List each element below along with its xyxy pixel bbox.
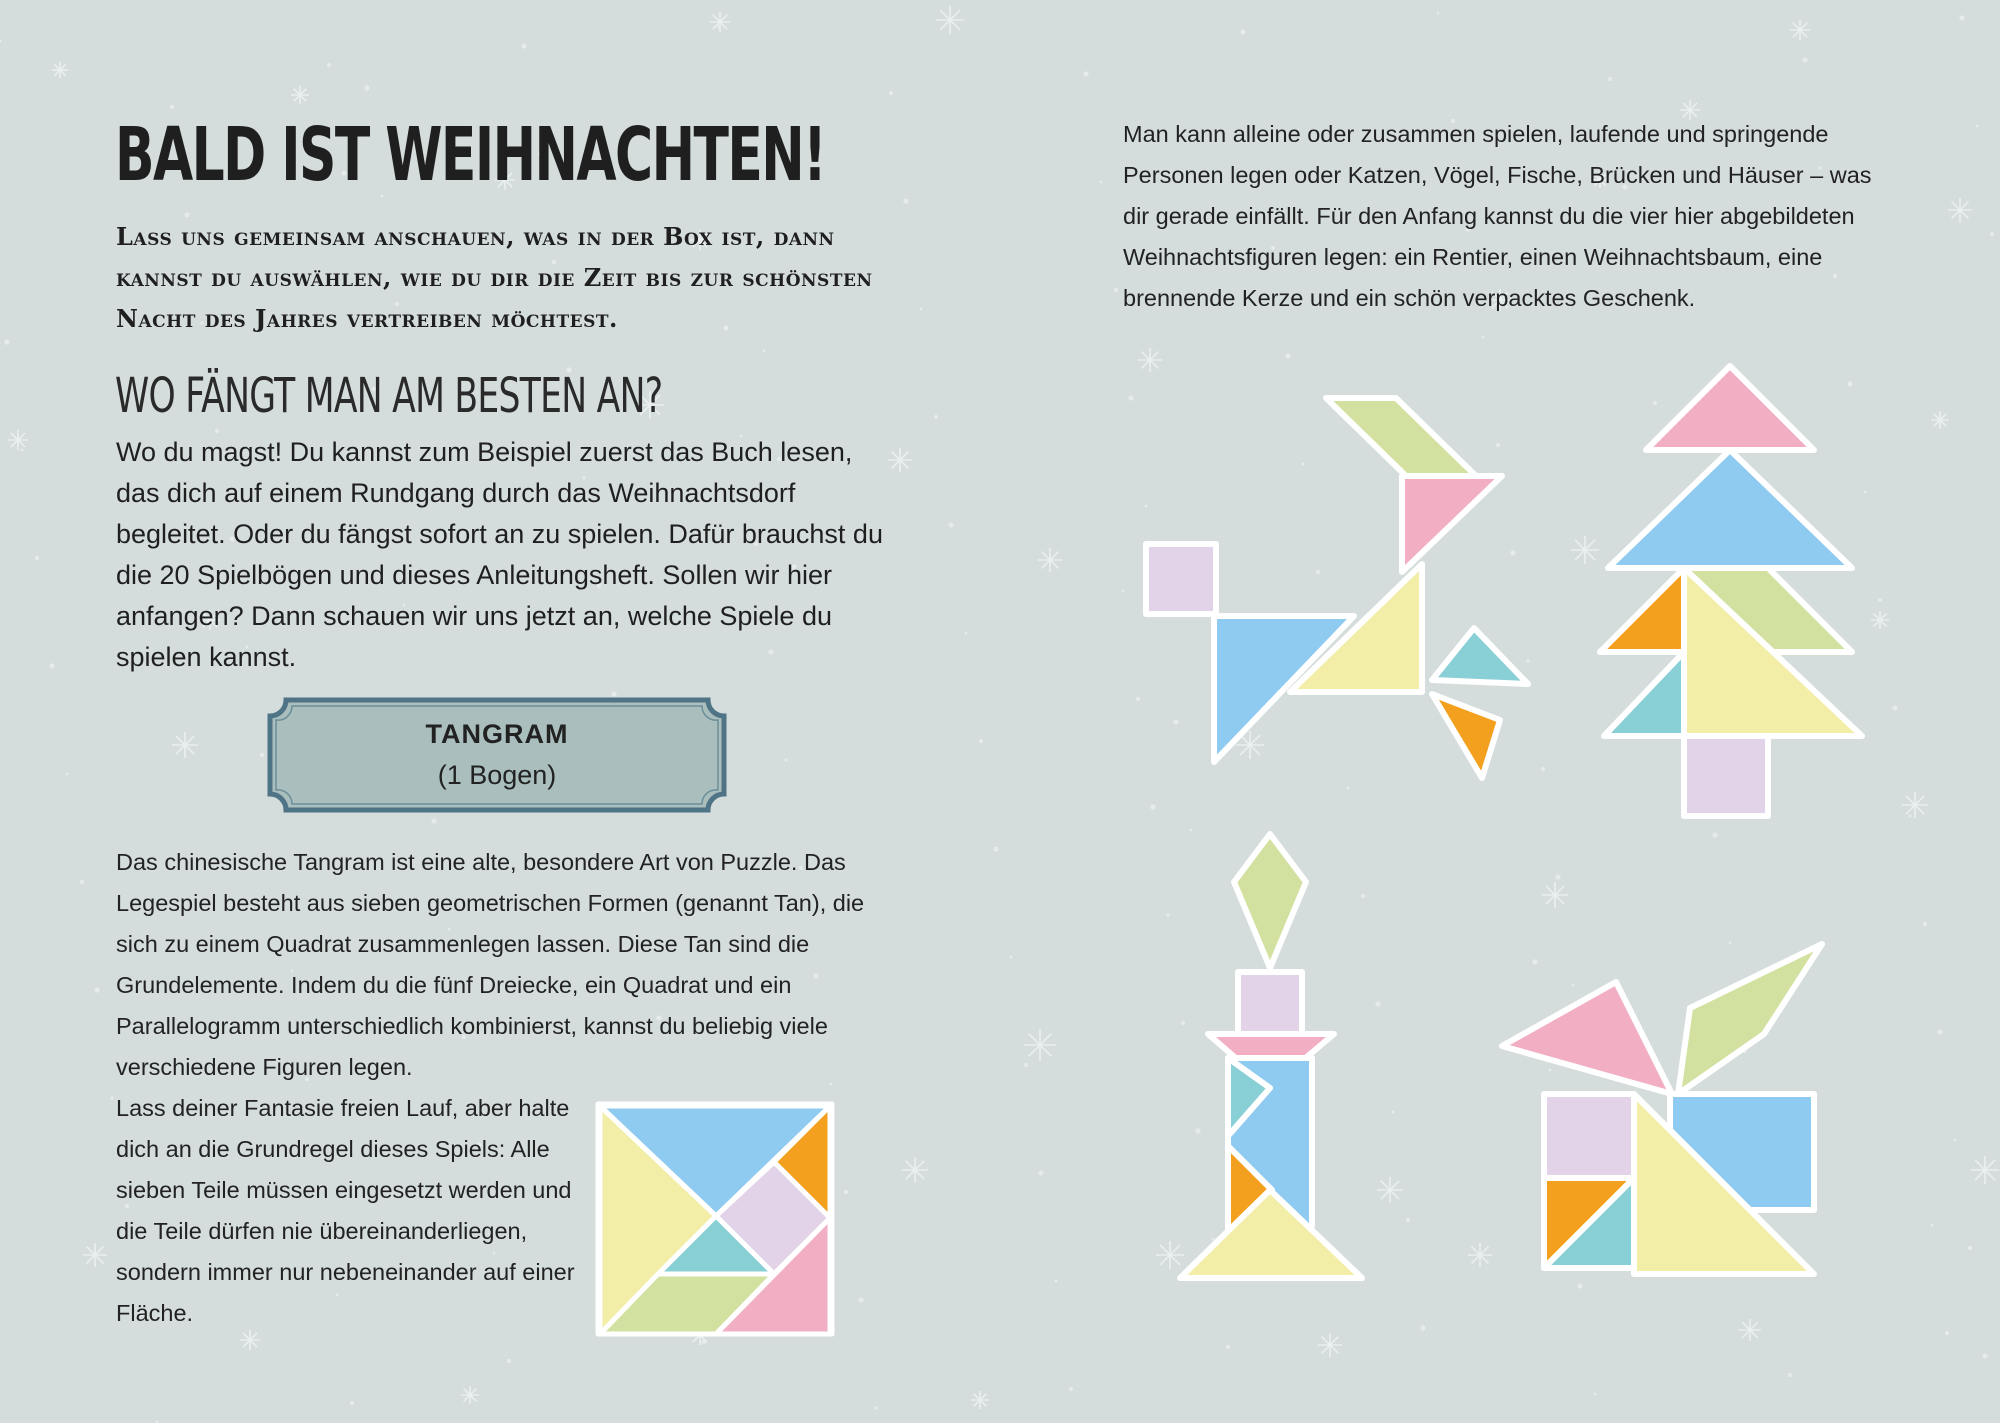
snow-dot [1240,29,1245,34]
snow-dot [1594,1393,1597,1396]
tangram-banner [258,694,736,816]
banner-title: TANGRAM [425,719,569,749]
snow-dot [1375,1001,1380,1006]
candle-figure [1172,826,1372,1286]
snow-dot [1024,1063,1028,1067]
snow-dot [507,1359,511,1363]
snow-dot [920,308,923,311]
snow-dot [431,818,436,823]
snow-dot [1608,77,1612,81]
snowflake-icon [902,1157,928,1183]
snow-dot [1167,914,1170,917]
snow-dot [0,40,2,43]
snow-dot [111,1097,114,1100]
snow-dot [1982,1353,1987,1358]
snow-dot [1083,71,1088,76]
snow-dot [889,91,893,95]
snow-dot [1555,874,1560,879]
snow-dot [934,415,938,419]
snow-dot [785,759,788,762]
snow-dot [858,1297,863,1302]
snowflake-icon [1902,792,1928,818]
snow-dot [80,880,84,884]
snow-dot [1959,15,1964,20]
snow-dot [521,43,526,48]
reindeer-square-lilac [1146,544,1216,614]
snowflake-icon [1931,411,1949,429]
snowflake-icon [1138,348,1162,372]
lead-paragraph: Lass uns gemeinsam anschauen, was in der Box ist, dann kannst du auswählen, wie du dir die Zeit bis zur schönsten Nacht des Jahres vertreiben möchtest. [116,222,873,333]
snow-dot [1541,767,1545,771]
figures-intro: Man kann alleine oder zusammen spielen, laufende und springende Personen legen oder Katzen, Vögel, Fische, Brücken und Häuser – was dir gerade einfällt. Für den Anfang kannst du die vier hier abgebildeten Weihnachtsfiguren legen: ein Rentier, einen Weihnachtsbaum, eine brennende Kerze und ein schön verpacktes Geschenk. [1123,121,1872,311]
snow-dot [903,198,908,203]
snow-dot [948,522,953,527]
snow-dot [1954,1139,1957,1142]
snow-dot [1577,1283,1582,1288]
snowflake-icon [1377,1177,1403,1203]
snow-dot [364,85,369,90]
snowflake-icon [1024,1029,1056,1061]
snow-dot [1976,125,1979,128]
snowflake-icon [172,732,198,758]
snow-dot [763,350,766,353]
snowflake-icon [936,6,964,34]
snow-dot [875,1407,878,1410]
snow-dot [1937,1029,1942,1034]
snowflake-icon [1038,548,1062,572]
snow-dot [1909,815,1912,818]
snow-dot [1055,1280,1058,1283]
snow-dot [1285,353,1290,358]
snowflake-icon [1948,198,1972,222]
candle-base-yellow [1180,1190,1362,1278]
snow-dot [1420,1325,1425,1330]
snowflake-icon [1468,1243,1492,1267]
reindeer-figure [1130,390,1540,790]
snowflake-icon [461,1386,479,1404]
snow-dot [94,987,99,992]
gift-bow-pink [1502,982,1672,1094]
tree-triangle-pink [1646,366,1814,450]
snow-dot [844,1190,848,1194]
banner-text [258,714,736,796]
snow-dot [1114,288,1118,292]
snowflake-icon [971,1391,989,1409]
snow-dot [1038,1170,1043,1175]
snow-dot [993,846,998,851]
gift-square-lilac [1544,1094,1634,1178]
snow-dot [1406,1218,1410,1222]
snow-dot [1010,956,1013,959]
reindeer-small-triangle-orange [1432,694,1500,778]
snow-dot [66,773,69,776]
snow-dot [1437,12,1440,15]
snow-dot [1945,1331,1949,1335]
snow-dot [1931,1224,1934,1227]
tree-triangle-blue [1608,450,1852,568]
snowflake-icon [888,448,912,472]
banner-subtitle: (1 Bogen) [437,760,557,790]
snow-dot [1226,1345,1230,1349]
snow-dot [1892,705,1897,710]
snowflake-icon [8,430,28,450]
snow-dot [718,26,721,29]
snow-dot [701,1339,706,1344]
snowflake-icon [1739,1319,1761,1341]
snowflake-icon [1318,1333,1342,1357]
snowflake-icon [710,12,730,32]
snow-dot [1923,922,1927,926]
snowflake-icon [1542,882,1568,908]
snow-dot [1122,590,1125,593]
snow-dot [1392,1111,1395,1114]
tangram-square-figure [592,1098,838,1340]
snow-dot [1990,232,1994,236]
snow-dot [1100,181,1103,184]
snow-dot [1150,804,1155,809]
tree-triangle-teal [1604,652,1684,736]
snow-dot [21,449,24,452]
snowflake-icon [291,86,309,104]
reindeer-parallelogram-green [1326,398,1476,476]
snow-dot [49,663,54,668]
snowflake-icon [52,62,68,78]
reindeer-triangle-pink [1402,476,1502,572]
snowflake-icon [1790,20,1810,40]
snow-dot [170,105,174,109]
snow-dot [1069,1387,1073,1391]
snow-dot [965,632,968,635]
snow-dot [327,63,331,67]
snow-dot [4,339,9,344]
tree-triangle-orange [1600,568,1684,652]
snowflake-icon [1971,1156,1999,1184]
intro-paragraph: Wo du magst! Du kannst zum Beispiel zuerst das Buch lesen, das dich auf einem Rundgang durch das Weihnachtsdorf begleitet. Oder du fängst sofort an zu spielen. Dafür brauchst du die 20 Spielbögen und dieses Anleitungsheft. Sollen wir hier anfangen? Dann schauen wir uns jetzt an, welche Spiele du spielen kannst. [116,437,883,672]
reindeer-small-triangle-teal [1432,628,1528,684]
gift-bow-green [1678,944,1822,1094]
candle-square-lilac [1238,972,1302,1034]
page-title: BALD IST WEIHNACHTEN! [115,112,826,198]
candle-flame-green [1234,834,1306,968]
snow-dot [1968,1246,1972,1250]
tangram-rules: Lass deiner Fantasie freien Lauf, aber halte dich an die Grundregel dieses Spiels: Alle sieben Teile müssen eingesetzt werden und die Teile dürfen nie übereinanderliegen, sondern immer nur nebeneinander auf einer Fläche. [116,1095,575,1326]
snow-dot [979,739,983,743]
tangram-description: Das chinesische Tangram ist eine alte, besondere Art von Puzzle. Das Legespiel besteht aus sieben geometrischen Formen (genannt Tan), die sich zu einem Quadrat zusammenlegen lassen. Diese Tan sind die Grundelemente. Indem du die fünf Dreiecke, ein Quadrat und ein Parallelogramm unterschiedlich kombinierst, kannst du beliebig viele verschiedene Figuren legen. [116,849,865,1080]
tree-trunk-lilac [1684,736,1768,816]
snow-dot [350,1401,354,1405]
snowflake-icon [83,1243,107,1267]
snow-dot [1788,1373,1792,1377]
snow-dot [35,556,39,560]
snow-dot [1482,336,1485,339]
gift-figure [1494,938,1832,1284]
christmas-tree-figure [1590,356,1880,826]
snow-dot [1712,832,1717,837]
snow-dot [1802,57,1807,62]
section-heading: WO FÄNGT MAN AM BESTEN AN? [115,368,663,424]
